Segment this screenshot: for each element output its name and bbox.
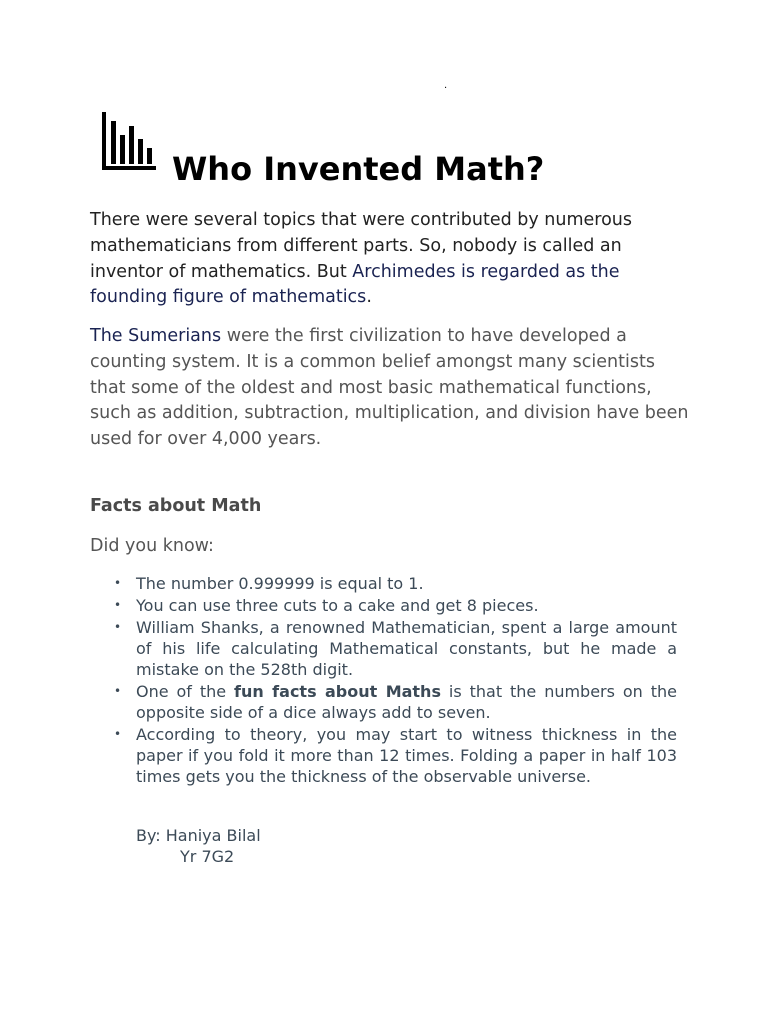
intro-text: There were several topics that were contributed by numerous mathematicians from different parts. So, nobody is called an inventor of mathematics. But xyxy=(90,210,633,282)
list-item xyxy=(114,724,677,787)
facts-list xyxy=(114,573,677,788)
fact-text-after: is that the numbers on the opposite side of a dice always add to seven. xyxy=(136,682,677,722)
bullet-icon: • xyxy=(114,684,122,698)
fact-text: William Shanks, a renowned Mathematician, spent a large amount of his life calculating Mathematical constants, but he made a mistake on the 528th digit. xyxy=(136,618,677,679)
list-item xyxy=(114,573,677,594)
list-item xyxy=(114,681,677,723)
stray-dot: . xyxy=(444,80,448,91)
list-item xyxy=(114,595,677,616)
byline xyxy=(136,825,261,867)
facts-heading: Facts about Math xyxy=(90,496,262,516)
fact-text-before: One of the xyxy=(136,682,235,701)
bar-chart-icon xyxy=(100,111,158,173)
bullet-icon: • xyxy=(114,620,122,634)
sumerians-paragraph xyxy=(90,324,690,453)
author-name: By: Haniya Bilal xyxy=(136,826,261,845)
author-class: Yr 7G2 xyxy=(180,847,235,866)
list-item xyxy=(114,617,677,680)
intro-paragraph xyxy=(90,208,690,311)
did-you-know: Did you know: xyxy=(90,536,214,556)
fact-bold-phrase: fun facts about Maths xyxy=(234,682,441,701)
bullet-icon: • xyxy=(114,727,122,741)
fact-text: According to theory, you may start to witness thickness in the paper if you fold it more than 12 times. Folding a paper in half 103 times gets you the thickness of the observable universe. xyxy=(136,725,677,786)
bullet-icon: • xyxy=(114,576,122,590)
bullet-icon: • xyxy=(114,598,122,612)
sumerians-text: were the first civilization to have developed a counting system. It is a common belief amongst many scientists that some of the oldest and most basic mathematical functions, such as addition, subtraction, multiplication, and division have been used for over 4,000 years. xyxy=(90,326,689,450)
page-title: Who Invented Math? xyxy=(172,150,545,188)
archimedes-link[interactable]: Archimedes is regarded as the founding figure of mathematics xyxy=(90,261,620,308)
sumerians-link[interactable]: The Sumerians xyxy=(90,326,222,346)
fact-text: The number 0.999999 is equal to 1. xyxy=(136,574,424,593)
intro-period: . xyxy=(366,287,372,308)
fact-text: You can use three cuts to a cake and get 8 pieces. xyxy=(136,596,539,615)
